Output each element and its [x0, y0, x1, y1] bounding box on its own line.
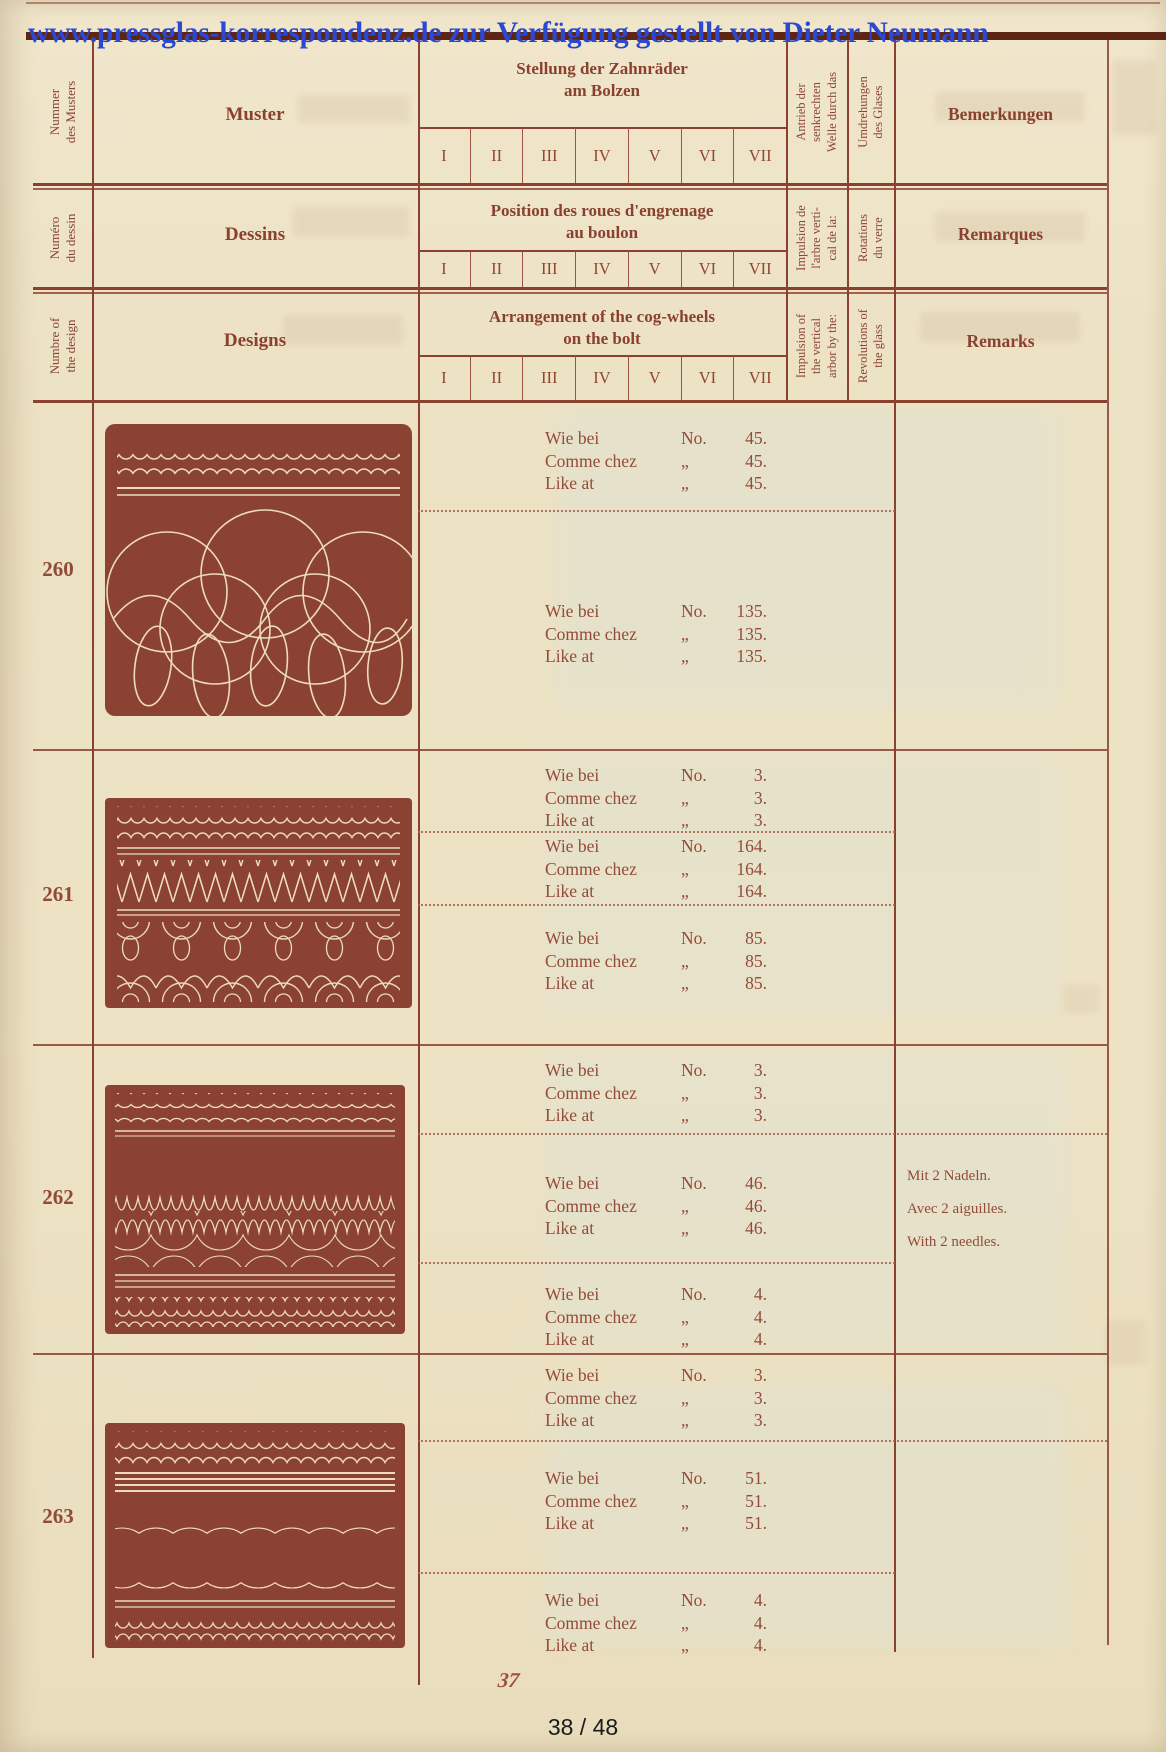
- ref-no: No.: [681, 428, 707, 448]
- dotted-separator: [418, 1133, 1107, 1135]
- ref-no: No.: [681, 765, 707, 785]
- header-en-drive-line: the vertical: [808, 318, 823, 374]
- ref-no: No.: [681, 1365, 707, 1385]
- header-fr-remarks-label: Remarques: [957, 224, 1044, 244]
- header-fr-drive-line: Impulsion de: [793, 204, 808, 271]
- ref-no: No.: [681, 1284, 707, 1304]
- header-fr-number-column: [33, 188, 92, 287]
- ref-label: Wie bei: [545, 928, 600, 948]
- ref-value: 51.: [745, 1513, 767, 1533]
- dotted-separator: [418, 904, 895, 906]
- header-double-rule: [33, 188, 1107, 190]
- ref-no: „: [681, 881, 689, 901]
- roman-col-III: III: [522, 251, 575, 287]
- ref-value: 135.: [736, 646, 767, 666]
- header-en-position-line: Arrangement of the cog-wheels: [488, 307, 716, 326]
- ref-value: 3.: [753, 1082, 767, 1103]
- reference-block: [545, 1468, 767, 1536]
- page-top-rule: [26, 2, 1160, 4]
- roman-col-VI: VI: [681, 356, 734, 400]
- header-fr-position-line: au boulon: [565, 223, 639, 242]
- ref-label: Comme chez: [545, 623, 637, 644]
- roman-col-III: III: [522, 128, 575, 183]
- header-en-drive-line: arbor by the:: [824, 314, 839, 378]
- header-de-drive-line: senkrechten: [808, 81, 823, 142]
- header-de-rotation-line: Umdrehungen: [855, 75, 870, 148]
- header-fr-rotation-column: [847, 188, 894, 287]
- ref-label: Comme chez: [545, 1082, 637, 1103]
- ref-no: „: [681, 473, 689, 493]
- ref-value: 4.: [753, 1635, 767, 1655]
- header-de-drive-column: [786, 40, 847, 183]
- ref-label: Wie bei: [545, 1060, 600, 1080]
- roman-col-V: V: [628, 356, 681, 400]
- roman-col-VII: VII: [733, 128, 786, 183]
- ref-value: 164.: [736, 836, 767, 856]
- ref-label: Comme chez: [545, 787, 637, 808]
- header-en-drive-line: Impulsion of: [793, 313, 808, 379]
- ref-no: „: [681, 1218, 689, 1238]
- ref-label: Wie bei: [545, 428, 600, 448]
- roman-col-V: V: [628, 128, 681, 183]
- ref-label: Wie bei: [545, 836, 600, 856]
- reference-block: [545, 1590, 767, 1658]
- header-en-position-line: on the bolt: [563, 329, 641, 348]
- header-de-remarks-label: Bemerkungen: [948, 104, 1053, 124]
- pattern-image-261: [105, 798, 412, 1008]
- pattern-image-262: [105, 1085, 405, 1334]
- ref-no: „: [681, 1490, 689, 1511]
- reference-block: [545, 928, 767, 996]
- ref-no: „: [681, 1387, 689, 1408]
- header-en-rotation-line: the glass: [870, 324, 885, 368]
- printed-page-number: 37: [496, 1668, 521, 1692]
- roman-col-I: I: [441, 368, 447, 387]
- ref-value: 85.: [745, 973, 767, 993]
- ref-label: Wie bei: [545, 1365, 600, 1385]
- roman-col-VI: VI: [681, 251, 734, 287]
- ref-label: Like at: [545, 473, 595, 493]
- header-fr-drive-line: l'arbre verti-: [808, 206, 823, 269]
- ref-no: „: [681, 973, 689, 993]
- roman-col-II: II: [470, 128, 523, 183]
- ref-no: „: [681, 1105, 689, 1125]
- ref-no: „: [681, 623, 689, 644]
- bleed-through-text-smudge: [1106, 1320, 1146, 1365]
- design-number: 260: [42, 557, 74, 581]
- reference-block: [545, 1173, 767, 1241]
- ref-value: 45.: [745, 428, 767, 448]
- row-rule: [33, 1353, 1107, 1355]
- ref-label: Comme chez: [545, 1306, 637, 1327]
- dotted-separator: [418, 1262, 895, 1264]
- ref-no: „: [681, 950, 689, 971]
- header-fr-drive-line: cal de la:: [824, 214, 839, 261]
- header-en-number-column: [33, 292, 92, 400]
- ref-value: 45.: [745, 473, 767, 493]
- ref-value: 4.: [753, 1306, 767, 1327]
- header-en-rotation-line: Revolutions of: [855, 309, 870, 383]
- header-de-design-label: Muster: [225, 104, 285, 125]
- roman-col-IV: IV: [575, 356, 628, 400]
- ref-label: Comme chez: [545, 1612, 637, 1633]
- ref-value: 4.: [753, 1590, 767, 1610]
- reference-block: [545, 1284, 767, 1352]
- ref-value: 3.: [753, 810, 767, 830]
- header-en-number-line: Numbre of: [46, 317, 62, 375]
- remark-block: [907, 1160, 1057, 1259]
- ref-label: Like at: [545, 1218, 595, 1238]
- header-double-rule: [33, 183, 1107, 186]
- bleed-through-text-smudge: [1063, 985, 1099, 1013]
- ref-label: Like at: [545, 973, 595, 993]
- design-number: 261: [42, 882, 74, 906]
- header-double-rule: [33, 287, 1107, 290]
- header-de-number-line: Nummer: [46, 88, 62, 135]
- column-rule-remarks: [894, 40, 896, 1652]
- dotted-separator: [418, 831, 895, 833]
- header-de-rotation-column: [847, 40, 894, 183]
- header-de-position-line: am Bolzen: [563, 81, 641, 100]
- header-en-position-title: [418, 306, 786, 350]
- header-de-number-line: des Musters: [62, 80, 78, 143]
- column-rule-number: [92, 40, 94, 1658]
- header-en-number-line: the design: [62, 319, 78, 373]
- header-de-position-title: [418, 58, 786, 102]
- ref-value: 135.: [736, 601, 767, 621]
- header-en-remarks-label: Remarks: [966, 331, 1035, 351]
- pattern-image-260: [105, 424, 412, 716]
- ref-no: „: [681, 450, 689, 471]
- ref-no: „: [681, 1329, 689, 1349]
- ref-value: 46.: [745, 1195, 767, 1216]
- ref-value: 4.: [753, 1284, 767, 1304]
- header-fr-drive-column: [786, 188, 847, 287]
- ref-label: Wie bei: [545, 1468, 600, 1488]
- row-rule: [33, 1044, 1107, 1046]
- ref-no: No.: [681, 1590, 707, 1610]
- header-fr-rotation-line: Rotations: [855, 213, 870, 262]
- roman-col-II: II: [470, 356, 523, 400]
- ref-label: Like at: [545, 1105, 595, 1125]
- header-de-roman-cols: [418, 128, 786, 183]
- ref-no: No.: [681, 836, 707, 856]
- roman-col-VII: VII: [733, 251, 786, 287]
- ref-value: 46.: [745, 1173, 767, 1193]
- ref-no: „: [681, 858, 689, 879]
- roman-col-II: II: [470, 251, 523, 287]
- viewer-pagination: 38 / 48: [547, 1714, 619, 1740]
- header-de-number-column: [33, 40, 92, 183]
- row-rule: [33, 749, 1107, 751]
- roman-col-VI: VI: [681, 128, 734, 183]
- header-fr-number-line: Numéro: [46, 216, 62, 259]
- reference-block: [545, 1365, 767, 1433]
- ref-value: 3.: [753, 765, 767, 785]
- roman-col-VII: VII: [733, 356, 786, 400]
- ref-no: „: [681, 1513, 689, 1533]
- ref-value: 4.: [753, 1329, 767, 1349]
- ref-label: Wie bei: [545, 1590, 600, 1610]
- ref-no: „: [681, 1306, 689, 1327]
- ref-no: No.: [681, 928, 707, 948]
- ref-value: 4.: [753, 1612, 767, 1633]
- ref-value: 3.: [753, 1365, 767, 1385]
- header-fr-position-title: [418, 200, 786, 244]
- ref-value: 85.: [745, 950, 767, 971]
- header-fr-rotation-line: du verre: [870, 216, 885, 259]
- ref-label: Like at: [545, 646, 595, 666]
- ref-no: „: [681, 810, 689, 830]
- reference-block: [545, 1060, 767, 1128]
- ref-no: „: [681, 1410, 689, 1430]
- design-number: 263: [42, 1504, 74, 1528]
- ref-label: Like at: [545, 1635, 595, 1655]
- ref-no: „: [681, 1612, 689, 1633]
- ref-no: No.: [681, 1060, 707, 1080]
- header-fr-design-label: Dessins: [224, 224, 286, 245]
- ref-label: Wie bei: [545, 765, 600, 785]
- header-de-position-line: Stellung der Zahnräder: [516, 59, 688, 78]
- ref-no: No.: [681, 1468, 707, 1488]
- reference-block: [545, 836, 767, 904]
- ref-label: Comme chez: [545, 950, 637, 971]
- pattern-image-263: [105, 1423, 405, 1648]
- roman-col-I: I: [441, 259, 447, 278]
- table-right-border: [1107, 40, 1109, 1645]
- roman-col-III: III: [522, 356, 575, 400]
- header-fr-roman-cols: [418, 251, 786, 287]
- header-en-rotation-column: [847, 292, 894, 400]
- remark-line-fr: Avec 2 aiguilles.: [907, 1201, 1008, 1217]
- dotted-separator: [418, 510, 895, 512]
- remark-line-en: With 2 needles.: [907, 1234, 1001, 1250]
- design-number: 262: [42, 1185, 74, 1209]
- ref-label: Wie bei: [545, 601, 600, 621]
- header-bottom-rule: [33, 400, 1107, 403]
- ref-value: 3.: [753, 1410, 767, 1430]
- ref-no: „: [681, 1195, 689, 1216]
- header-fr-position-line: Position des roues d'engrenage: [490, 201, 714, 220]
- ref-value: 45.: [745, 450, 767, 471]
- header-en-drive-column: [786, 292, 847, 400]
- reference-block: [545, 765, 767, 833]
- ref-no: No.: [681, 1173, 707, 1193]
- ref-label: Comme chez: [545, 1490, 637, 1511]
- ref-no: „: [681, 646, 689, 666]
- header-fr-number-line: du dessin: [62, 213, 78, 262]
- ref-no: „: [681, 1082, 689, 1103]
- ref-label: Comme chez: [545, 858, 637, 879]
- ref-value: 3.: [753, 1060, 767, 1080]
- ref-label: Like at: [545, 1410, 595, 1430]
- watermark-text: www.pressglas-korrespondenz.de zur Verfügung gestellt von Dieter Neumann: [28, 16, 989, 49]
- ref-label: Comme chez: [545, 450, 637, 471]
- reference-block: [545, 428, 767, 496]
- ref-label: Like at: [545, 1513, 595, 1533]
- ref-no: „: [681, 787, 689, 808]
- ref-no: No.: [681, 601, 707, 621]
- header-de-rotation-line: des Glases: [870, 84, 885, 139]
- ref-value: 164.: [736, 858, 767, 879]
- ref-label: Comme chez: [545, 1387, 637, 1408]
- roman-col-IV: IV: [575, 251, 628, 287]
- ref-label: Like at: [545, 881, 595, 901]
- ref-value: 51.: [745, 1468, 767, 1488]
- ref-value: 3.: [753, 1105, 767, 1125]
- header-de-drive-line: Welle durch das: [824, 71, 839, 152]
- ref-no: „: [681, 1635, 689, 1655]
- bleed-through-text-smudge: [1112, 60, 1156, 135]
- ref-label: Like at: [545, 810, 595, 830]
- header-en-roman-cols: [418, 356, 786, 400]
- header-double-rule: [33, 292, 1107, 294]
- ref-value: 3.: [753, 1387, 767, 1408]
- remark-line-de: Mit 2 Nadeln.: [907, 1168, 991, 1184]
- dotted-separator: [418, 1572, 895, 1574]
- reference-block: [545, 601, 767, 669]
- roman-col-IV: IV: [575, 128, 628, 183]
- ref-value: 46.: [745, 1218, 767, 1238]
- ref-value: 85.: [745, 928, 767, 948]
- ref-value: 51.: [745, 1490, 767, 1511]
- ref-label: Wie bei: [545, 1173, 600, 1193]
- header-de-drive-line: Antrieb der: [793, 82, 808, 141]
- header-en-design-label: Designs: [223, 330, 287, 351]
- dotted-separator: [418, 1440, 1107, 1442]
- ref-value: 3.: [753, 787, 767, 808]
- ref-value: 135.: [736, 623, 767, 644]
- ref-value: 164.: [736, 881, 767, 901]
- roman-col-V: V: [628, 251, 681, 287]
- ref-label: Wie bei: [545, 1284, 600, 1304]
- ref-label: Comme chez: [545, 1195, 637, 1216]
- ref-label: Like at: [545, 1329, 595, 1349]
- roman-col-I: I: [441, 146, 447, 165]
